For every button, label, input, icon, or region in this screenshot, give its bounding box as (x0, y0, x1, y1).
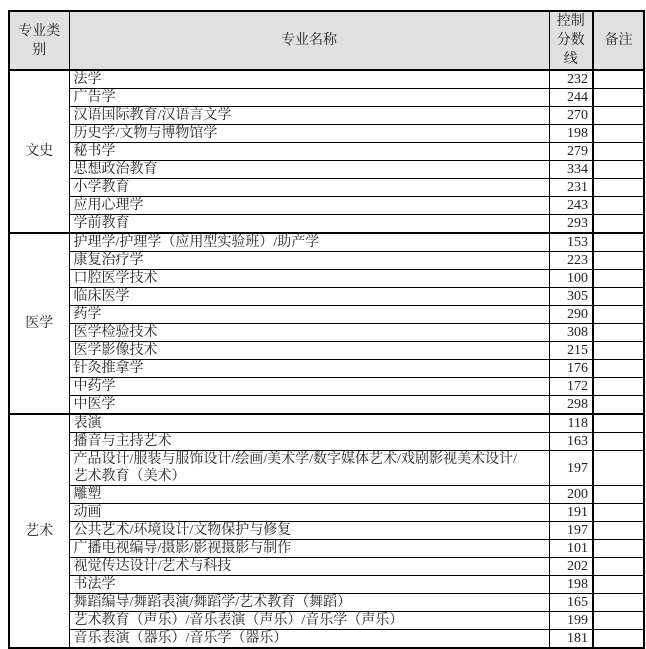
table-row (9, 558, 644, 576)
major-name: 中医学 (69, 396, 549, 415)
major-name: 艺术教育（声乐）/音乐表演（声乐）/音乐学（声乐） (69, 612, 549, 630)
remark-cell (593, 504, 644, 522)
table-row (9, 70, 644, 89)
major-name: 书法学 (69, 576, 549, 594)
major-name: 医学影像技术 (69, 342, 549, 360)
score-value: 176 (549, 360, 593, 378)
major-name: 视觉传达设计/艺术与科技 (69, 558, 549, 576)
header-major-name: 专业名称 (69, 11, 549, 70)
score-value: 163 (549, 433, 593, 451)
remark-cell (593, 215, 644, 234)
table-row (9, 288, 644, 306)
table-row (9, 107, 644, 125)
table-row (9, 270, 644, 288)
major-name: 产品设计/服装与服饰设计/绘画/美术学/数字媒体艺术/戏剧影视美术设计/艺术教育（美术） (69, 451, 549, 486)
score-value: 305 (549, 288, 593, 306)
table-row (9, 161, 644, 179)
remark-cell (593, 70, 644, 89)
remark-cell (593, 288, 644, 306)
major-name: 学前教育 (69, 215, 549, 234)
score-value: 215 (549, 342, 593, 360)
admission-score-table (8, 10, 645, 649)
major-name: 药学 (69, 306, 549, 324)
table-row (9, 486, 644, 504)
table-row (9, 378, 644, 396)
remark-cell (593, 414, 644, 433)
remark-cell (593, 522, 644, 540)
score-value: 199 (549, 612, 593, 630)
score-value: 290 (549, 306, 593, 324)
remark-cell (593, 451, 644, 486)
score-value: 279 (549, 143, 593, 161)
major-name: 雕塑 (69, 486, 549, 504)
major-name: 历史学/文物与博物馆学 (69, 125, 549, 143)
remark-cell (593, 179, 644, 197)
table-row (9, 396, 644, 415)
table-row (9, 143, 644, 161)
remark-cell (593, 594, 644, 612)
score-value: 308 (549, 324, 593, 342)
table-row (9, 324, 644, 342)
score-value: 198 (549, 576, 593, 594)
score-value: 197 (549, 451, 593, 486)
table-header (9, 11, 644, 70)
score-value: 153 (549, 233, 593, 252)
table-row (9, 540, 644, 558)
table-row (9, 576, 644, 594)
major-name: 动画 (69, 504, 549, 522)
header-row (9, 11, 644, 70)
table-row (9, 179, 644, 197)
remark-cell (593, 540, 644, 558)
score-value: 270 (549, 107, 593, 125)
remark-cell (593, 197, 644, 215)
score-value: 298 (549, 396, 593, 415)
remark-cell (593, 433, 644, 451)
table-row (9, 233, 644, 252)
score-value: 198 (549, 125, 593, 143)
table-row (9, 522, 644, 540)
score-value: 293 (549, 215, 593, 234)
remark-cell (593, 324, 644, 342)
major-name: 广播电视编导/摄影/影视摄影与制作 (69, 540, 549, 558)
header-remark: 备注 (593, 11, 644, 70)
score-value: 165 (549, 594, 593, 612)
score-value: 100 (549, 270, 593, 288)
table-row (9, 451, 644, 486)
major-name: 法学 (69, 70, 549, 89)
major-name: 临床医学 (69, 288, 549, 306)
remark-cell (593, 306, 644, 324)
remark-cell (593, 360, 644, 378)
remark-cell (593, 576, 644, 594)
score-value: 244 (549, 89, 593, 107)
major-name: 护理学/护理学（应用型实验班）/助产学 (69, 233, 549, 252)
remark-cell (593, 161, 644, 179)
table-row (9, 504, 644, 522)
table-row (9, 89, 644, 107)
remark-cell (593, 270, 644, 288)
remark-cell (593, 378, 644, 396)
remark-cell (593, 233, 644, 252)
remark-cell (593, 630, 644, 649)
table-row (9, 342, 644, 360)
major-name: 康复治疗学 (69, 252, 549, 270)
remark-cell (593, 486, 644, 504)
header-category: 专业类别 (9, 11, 69, 70)
table-row (9, 630, 644, 649)
remark-cell (593, 252, 644, 270)
major-name: 表演 (69, 414, 549, 433)
table-row (9, 433, 644, 451)
score-value: 223 (549, 252, 593, 270)
table-row (9, 252, 644, 270)
category-cell-yixue: 医学 (9, 233, 69, 414)
table-row (9, 594, 644, 612)
table-row (9, 306, 644, 324)
remark-cell (593, 107, 644, 125)
major-name: 思想政治教育 (69, 161, 549, 179)
major-name: 中药学 (69, 378, 549, 396)
score-value: 118 (549, 414, 593, 433)
major-name: 汉语国际教育/汉语言文学 (69, 107, 549, 125)
score-value: 181 (549, 630, 593, 649)
remark-cell (593, 396, 644, 415)
major-name: 口腔医学技术 (69, 270, 549, 288)
category-cell-yishu: 艺术 (9, 414, 69, 648)
major-name: 舞蹈编导/舞蹈表演/舞蹈学/艺术教育（舞蹈） (69, 594, 549, 612)
score-value: 101 (549, 540, 593, 558)
table-row (9, 125, 644, 143)
remark-cell (593, 125, 644, 143)
major-name: 医学检验技术 (69, 324, 549, 342)
score-value: 232 (549, 70, 593, 89)
table-row (9, 197, 644, 215)
score-value: 334 (549, 161, 593, 179)
major-name: 秘书学 (69, 143, 549, 161)
major-name: 应用心理学 (69, 197, 549, 215)
major-name: 播音与主持艺术 (69, 433, 549, 451)
table-row (9, 612, 644, 630)
score-value: 172 (549, 378, 593, 396)
header-score-line: 控制分数线 (549, 11, 593, 70)
category-cell-wenshi: 文史 (9, 70, 69, 233)
major-name: 广告学 (69, 89, 549, 107)
major-name: 小学教育 (69, 179, 549, 197)
major-name: 公共艺术/环境设计/文物保护与修复 (69, 522, 549, 540)
remark-cell (593, 143, 644, 161)
score-value: 191 (549, 504, 593, 522)
table-row (9, 215, 644, 234)
score-value: 197 (549, 522, 593, 540)
score-value: 231 (549, 179, 593, 197)
remark-cell (593, 89, 644, 107)
table-row (9, 360, 644, 378)
remark-cell (593, 342, 644, 360)
remark-cell (593, 612, 644, 630)
remark-cell (593, 558, 644, 576)
major-name: 针灸推拿学 (69, 360, 549, 378)
table-row (9, 414, 644, 433)
major-name: 音乐表演（器乐）/音乐学（器乐） (69, 630, 549, 649)
score-value: 243 (549, 197, 593, 215)
score-value: 200 (549, 486, 593, 504)
score-value: 202 (549, 558, 593, 576)
